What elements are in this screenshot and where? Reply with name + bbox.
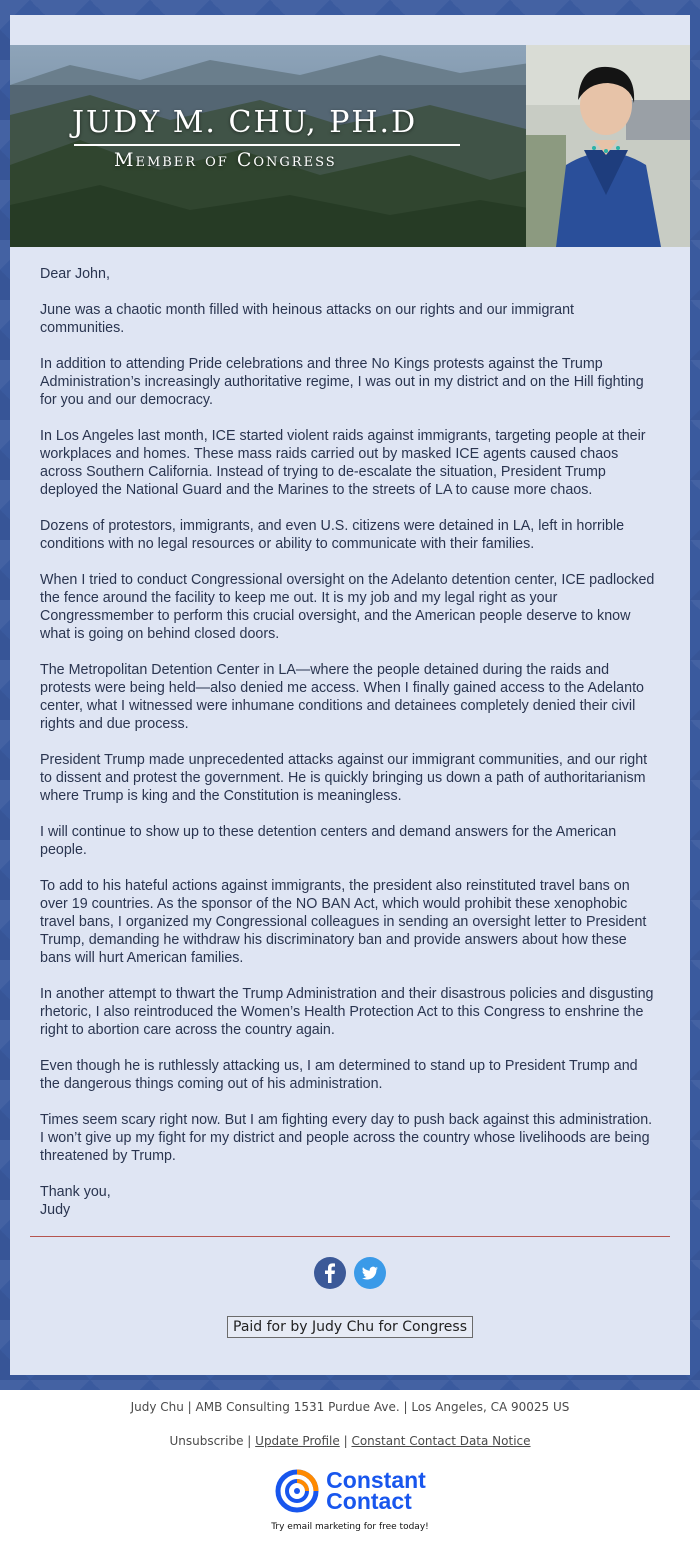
paragraph: In Los Angeles last month, ICE started violent raids against immigrants, targeting people at their workplaces and homes. These mass raids carried out by masked ICE agents caused chaos across Southern California. Instead of trying to de-escalate the situation, President Trump deployed the National Guard and the Marines to the streets of LA to cause more chaos. [40,428,646,498]
paragraph: The Metropolitan Detention Center in LA—where the people detained during the raids and protests were being held—also denied me access. When I finally gained access to the Adelanto center, what I witnessed were inhumane conditions and detainees completely denied their civil rights and due process. [40,662,645,732]
paragraph: In addition to attending Pride celebrations and three No Kings protests against the Trump Administration’s increasingly authoritative regime, I was out in my district and on the Hill fighting for you and our democracy. [40,356,644,408]
paragraph: Times seem scary right now. But I am fighting every day to push back against this administration. I won’t give up my fight for my district and people across the country whose livelihoods are being threatened by Trump. [40,1112,653,1164]
paragraph: In another attempt to thwart the Trump Administration and their disastrous policies and disgusting rhetoric, I also reintroduced the Women’s Health Protection Act to this Congress to enshrine the right to abortion care across the country again. [40,986,654,1038]
update-profile-link[interactable]: Update Profile [255,1434,340,1448]
data-notice-link[interactable]: Constant Contact Data Notice [351,1434,531,1448]
footer-links [0,1434,700,1448]
unsubscribe-link[interactable]: Unsubscribe [169,1434,244,1448]
paragraph: Dozens of protestors, immigrants, and even U.S. citizens were detained in LA, left in horrible conditions with no legal resources or ability to communicate with their families. [40,518,625,552]
twitter-button[interactable] [354,1257,386,1289]
link-separator: | [343,1434,348,1448]
signoff: Thank you, [40,1184,111,1200]
facebook-icon [314,1257,346,1289]
paragraph: Even though he is ruthlessly attacking us, I am determined to stand up to President Trump and the dangerous things coming out of his administration. [40,1058,638,1092]
paragraph: When I tried to conduct Congressional oversight on the Adelanto detention center, ICE padlocked the fence around the facility to keep me out. It is my job and my legal right as your Congressmember to perform this crucial oversight, and the American people deserve to know what is going on behind closed doors. [40,572,655,642]
paragraph: President Trump made unprecedented attacks against our immigrant communities, and our right to dissent and protest the government. He is quickly bringing us down a path of authoritarianism where Trump is king and the Constitution is meaningless. [40,752,648,804]
paragraph: June was a chaotic month filled with heinous attacks on our rights and our immigrant communities. [40,302,575,336]
link-separator: | [247,1434,252,1448]
closing [40,1183,660,1219]
paragraph: I will continue to show up to these detention centers and demand answers for the American people. [40,824,617,858]
email-card [10,15,690,1375]
brand-line-2: Contact [326,1488,412,1514]
banner-subtitle: Member of Congress [114,149,337,171]
letter-body [10,247,690,1219]
social-links [10,1257,690,1289]
constant-contact-logo[interactable] [0,1468,700,1514]
sender-address: Judy Chu | AMB Consulting 1531 Purdue Ave. | Los Angeles, CA 90025 US [130,1400,570,1414]
header-banner [10,45,690,247]
paragraph: To add to his hateful actions against immigrants, the president also reinstituted travel bans on over 19 countries. As the sponsor of the NO BAN Act, which would prohibit these xenophobic travel bans, I organized my Congressional colleagues in sending an oversight letter to President Trump, demanding he withdraw his discriminatory ban and provide answers about how these bans will hurt American families. [40,878,647,966]
brand-line-1: Constant [326,1467,426,1493]
divider [30,1236,670,1237]
twitter-icon [354,1257,386,1289]
portrait-photo [526,45,690,247]
paid-for-disclaimer: Paid for by Judy Chu for Congress [227,1316,473,1338]
paid-for-wrap [10,1316,690,1338]
brand-tagline[interactable]: Try email marketing for free today! [271,1522,429,1532]
brand-name [326,1467,426,1514]
banner-rule [74,144,460,146]
card-top-strip [10,15,690,45]
facebook-button[interactable] [314,1257,346,1289]
email-footer [0,1390,700,1532]
greeting: Dear John, [40,266,110,282]
constant-contact-logo-icon [274,1468,320,1514]
signature: Judy [40,1202,71,1218]
banner-title: JUDY M. CHU, PH.D [72,105,418,140]
